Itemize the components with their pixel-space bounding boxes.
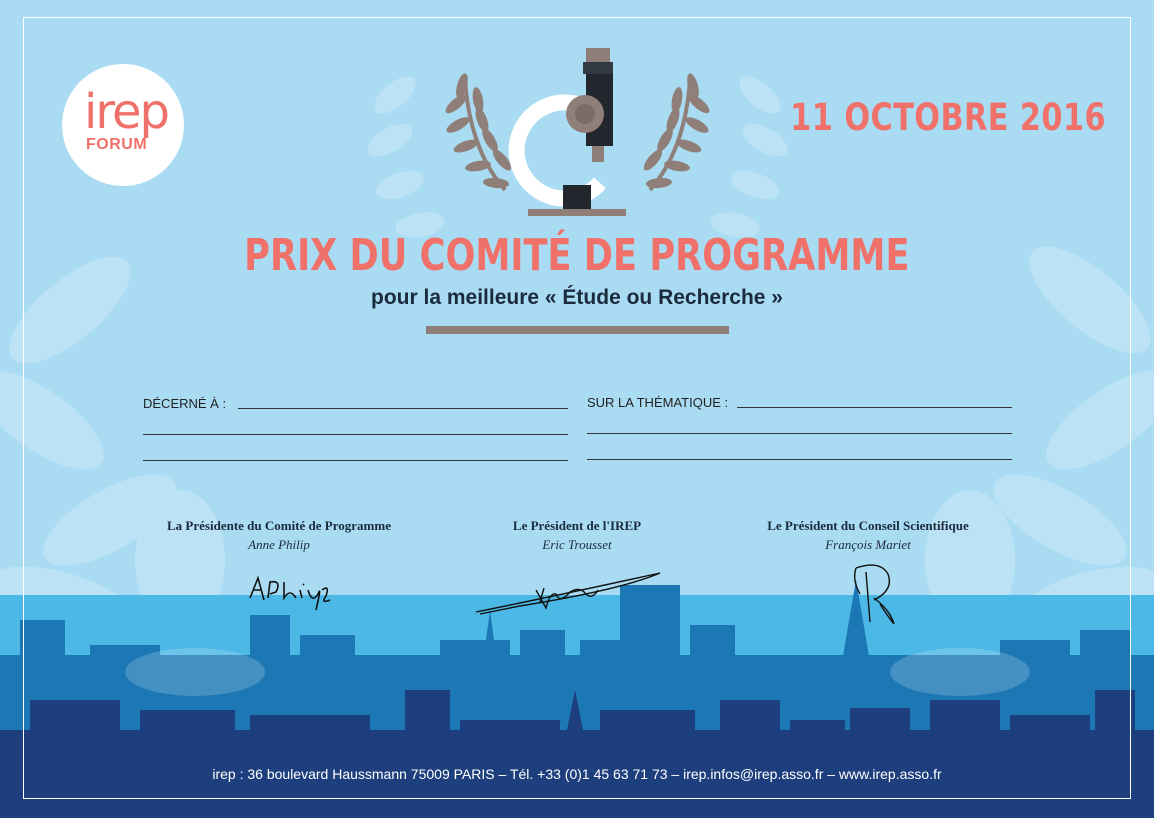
awarded-to-label: DÉCERNÉ À : (143, 396, 227, 411)
signatory-name: Anne Philip (248, 537, 310, 552)
signatory-1 (119, 518, 439, 553)
theme-label: SUR LA THÉMATIQUE : (587, 395, 729, 410)
theme-line-2[interactable] (587, 433, 1012, 434)
award-subtitle: pour la meilleure « Étude ou Recherche » (371, 286, 783, 309)
signatory-name: François Mariet (825, 537, 911, 552)
signatory-role: Le Président du Conseil Scientifique (767, 518, 969, 533)
contact-footer: irep : 36 boulevard Haussmann 75009 PARIS – Tél. +33 (0)1 45 63 71 73 – irep.infos@irep.asso.fr – www.irep.asso.fr (212, 766, 942, 782)
signatory-2 (417, 518, 737, 553)
theme-line-1[interactable] (737, 407, 1012, 408)
irep-forum-logo (62, 64, 184, 186)
awarded-to-line-3[interactable] (143, 460, 568, 461)
signatory-3 (708, 518, 1028, 553)
theme-line-3[interactable] (587, 459, 1012, 460)
title-divider (426, 326, 729, 334)
skyline-light (0, 595, 1154, 656)
award-title (0, 230, 1154, 281)
event-date: 11 OCTOBRE 2016 (790, 96, 1106, 139)
signatory-role: Le Président de l'IREP (512, 518, 642, 533)
logo-wordmark: irep (84, 84, 169, 140)
signatory-role: La Présidente du Comité de Programme (167, 518, 391, 533)
awarded-to-line-2[interactable] (143, 434, 568, 435)
logo-subtitle: FORUM (86, 136, 148, 153)
awarded-to-line-1[interactable] (238, 408, 568, 409)
microscope-icon (517, 48, 626, 216)
award-title-text: PRIX DU COMITÉ DE PROGRAMME (244, 230, 910, 281)
signatory-name: Eric Trousset (542, 537, 612, 552)
